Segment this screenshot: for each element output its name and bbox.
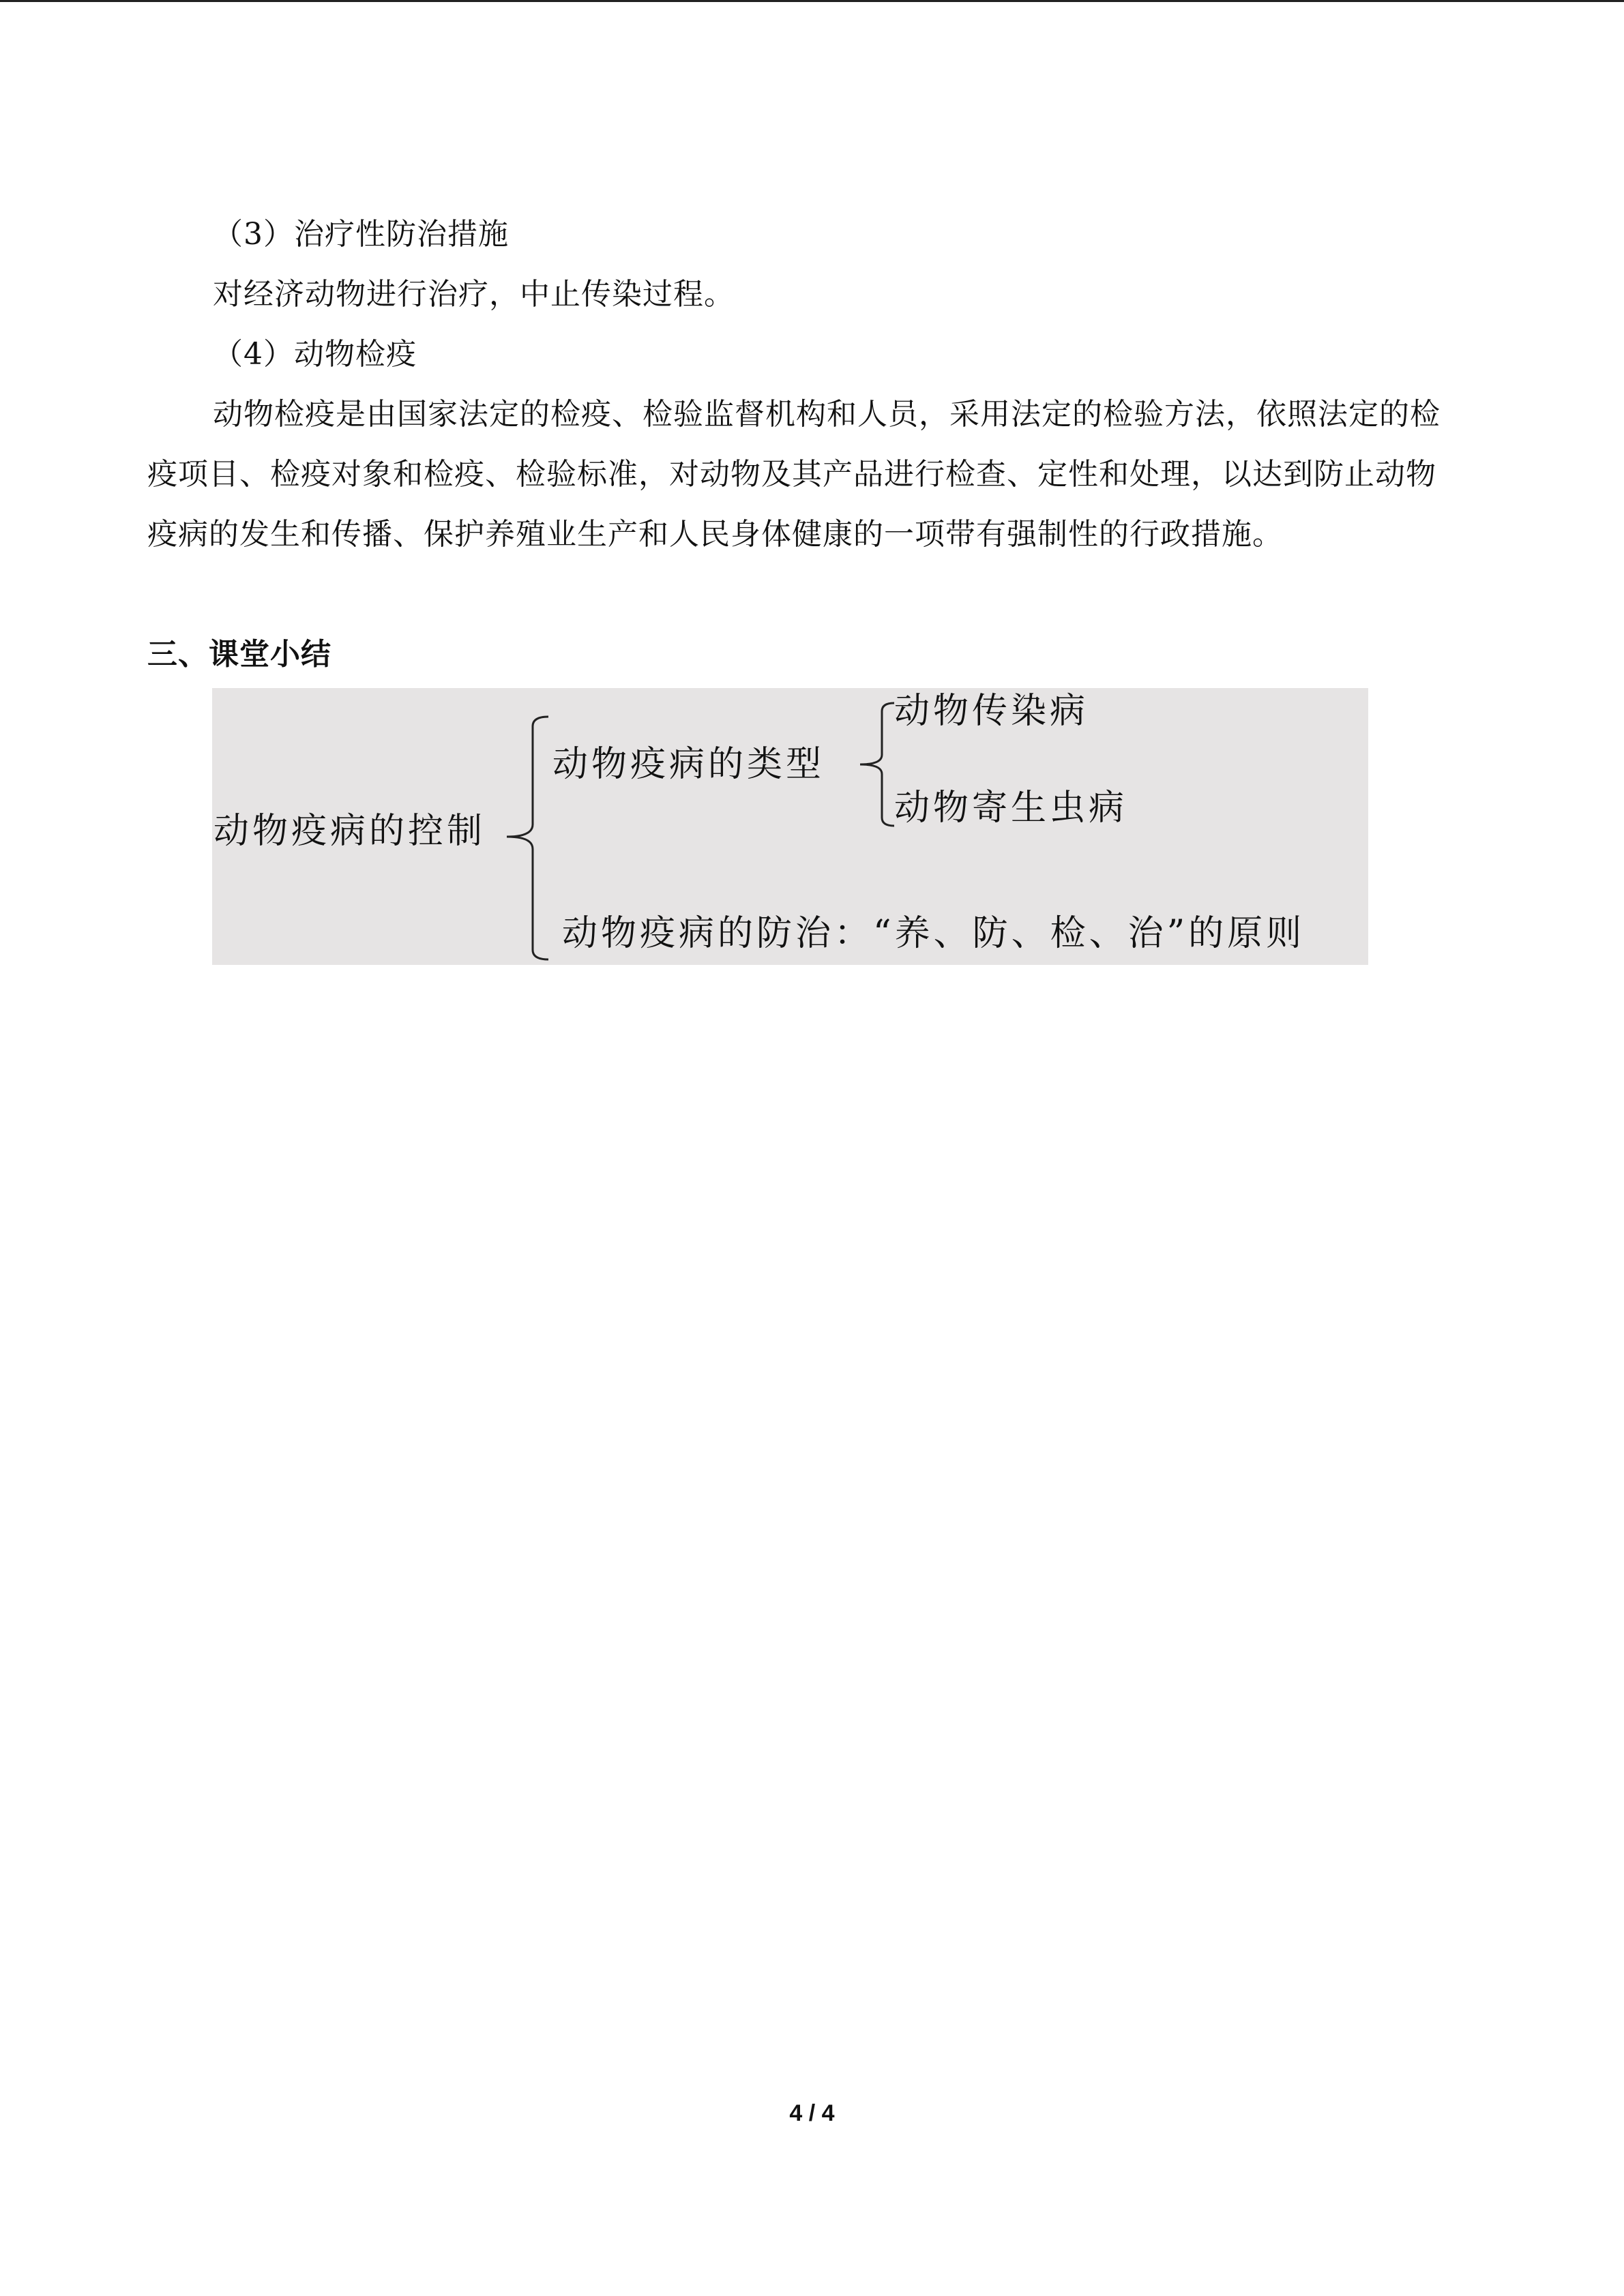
item3-text: 对经济动物进行治疗，中止传染过程。 <box>213 277 735 312</box>
item4-text: 动物检疫是由国家法定的检疫、检验监督机构和人员，采用法定的检验方法，依照法定的检疫项目、检疫对象和检疫、检验标准，对动物及其产品进行检查、定性和处理，以达到防止动物疫病的发生和传播、保护养殖业生产和人民身体健康的一项带有强制性的行政措施。 <box>147 397 1441 552</box>
page-top-border <box>0 0 1624 2</box>
summary-prevention: 动物疫病的防治：“养、防、检、治”的原则 <box>562 913 1305 954</box>
section3-heading: 三、课堂小结 <box>147 637 331 672</box>
summary-type-infectious: 动物传染病 <box>894 691 1089 732</box>
summary-root: 动物疫病的控制 <box>213 811 486 852</box>
summary-type-parasitic: 动物寄生虫病 <box>894 788 1128 829</box>
summary-diagram <box>212 688 1368 965</box>
summary-types: 动物疫病的类型 <box>552 744 825 785</box>
item4-title: （4）动物检疫 <box>213 337 417 372</box>
item3-title: （3）治疗性防治措施 <box>213 217 509 252</box>
page-number: 4 / 4 <box>789 2100 835 2126</box>
